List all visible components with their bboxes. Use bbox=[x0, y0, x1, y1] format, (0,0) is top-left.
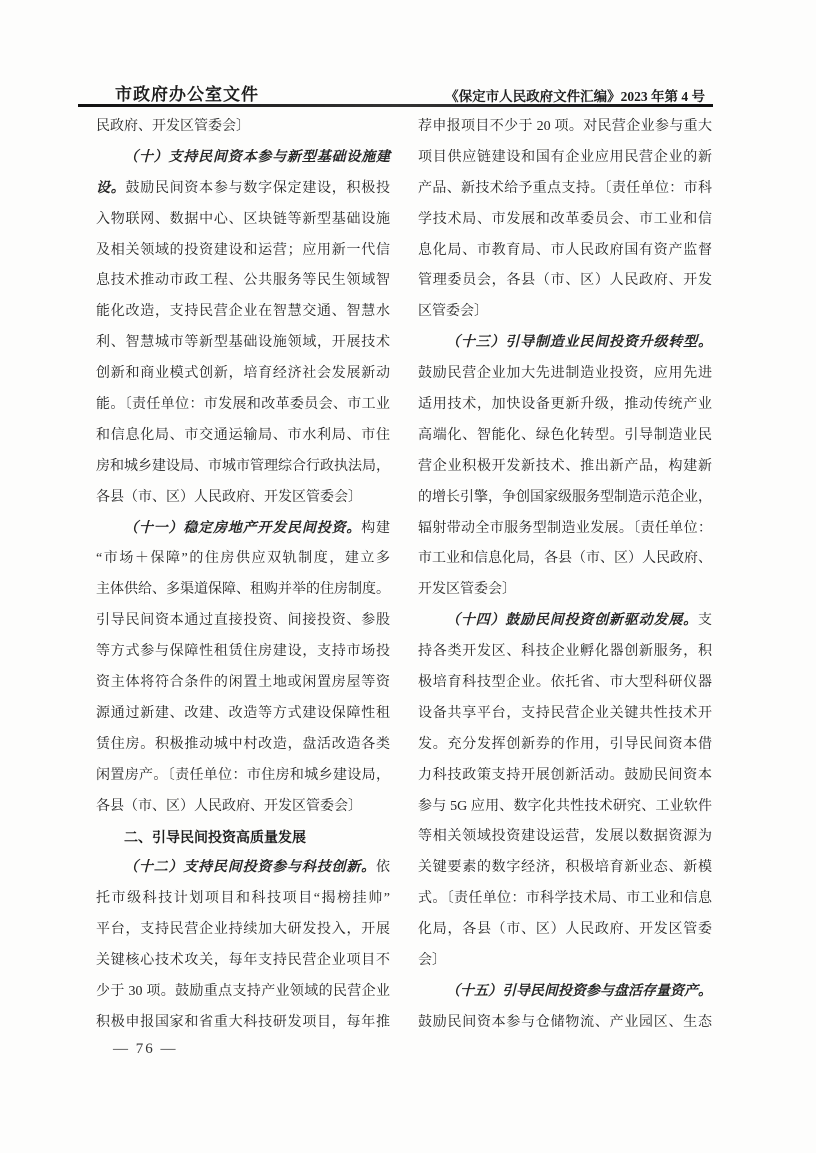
text-line bbox=[96, 915, 390, 946]
text-line bbox=[418, 730, 712, 761]
text-segment-body: 市工业和信息化局，各县（市、区）人民政府、 bbox=[418, 551, 712, 567]
text-segment-body: 平台，支持民营企业持续加大研发投入，开展 bbox=[96, 922, 390, 938]
text-segment-body: 资主体将符合条件的闲置土地或闲置房屋等资 bbox=[96, 675, 390, 691]
text-line bbox=[418, 668, 712, 699]
text-segment-body: 入物联网、数据中心、区块链等新型基础设施 bbox=[96, 211, 390, 227]
text-line bbox=[418, 637, 712, 668]
text-line bbox=[418, 946, 712, 977]
text-line bbox=[418, 884, 712, 915]
text-line bbox=[96, 112, 390, 143]
header-right-title: 《保定市人民政府文件汇编》2023 年第 4 号 bbox=[445, 89, 705, 104]
text-segment-body: 高端化、智能化、绿色化转型。引导制造业民 bbox=[418, 427, 712, 443]
text-line bbox=[418, 174, 712, 205]
text-segment-body: 等方式参与保障性租赁住房建设，支持市场投 bbox=[96, 644, 390, 660]
text-line bbox=[96, 266, 390, 297]
text-line bbox=[96, 143, 390, 174]
text-line bbox=[418, 421, 712, 452]
text-line bbox=[418, 853, 712, 884]
text-line bbox=[418, 761, 712, 792]
text-segment-body: “市场＋保障”的住房供应双轨制度，建立多 bbox=[96, 551, 390, 567]
text-line bbox=[96, 853, 390, 884]
text-line bbox=[96, 699, 390, 730]
text-line bbox=[418, 514, 712, 545]
text-segment-body: 设备共享平台，支持民营企业关键共性技术开 bbox=[418, 705, 712, 721]
text-line bbox=[96, 1008, 390, 1039]
text-line bbox=[96, 668, 390, 699]
text-line bbox=[96, 421, 390, 452]
text-segment-body: 支 bbox=[698, 613, 712, 629]
text-segment-body: 少于 30 项。鼓励重点支持产业领域的民营企业 bbox=[96, 983, 390, 999]
text-line bbox=[418, 236, 712, 267]
text-line bbox=[96, 514, 390, 545]
text-segment-kai: （十二）支持民间投资参与科技创新。 bbox=[124, 860, 376, 876]
text-segment-body: 化局，各县（市、区）人民政府、开发区管委 bbox=[418, 922, 712, 938]
text-line bbox=[418, 328, 712, 359]
text-line bbox=[418, 606, 712, 637]
text-line bbox=[96, 977, 390, 1008]
page-number: — 76 — bbox=[113, 1041, 178, 1057]
text-segment-body: 适用技术，加快设备更新升级，推动传统产业 bbox=[418, 397, 712, 413]
text-segment-body: 积极申报国家和省重大科技研发项目，每年推 bbox=[96, 1014, 390, 1030]
header-rule bbox=[78, 104, 713, 107]
text-line bbox=[418, 452, 712, 483]
text-line bbox=[418, 544, 712, 575]
text-line bbox=[96, 205, 390, 236]
text-segment-body: 学技术局、市发展和改革委员会、市工业和信 bbox=[418, 211, 712, 227]
text-segment-body: 民政府、开发区管委会〕 bbox=[96, 119, 250, 134]
text-line bbox=[96, 390, 390, 421]
text-segment-body: 辐射带动全市服务型制造业发展。〔责任单位： bbox=[418, 520, 712, 536]
text-line bbox=[96, 297, 390, 328]
text-segment-body: 项目供应链建设和国有企业应用民营企业的新 bbox=[418, 149, 712, 165]
text-segment-body: 和信息化局、市交通运输局、市水利局、市住 bbox=[96, 427, 390, 443]
text-line bbox=[96, 761, 390, 792]
text-segment-body: 引导民间资本通过直接投资、间接投资、参股 bbox=[96, 613, 390, 629]
text-segment-body: 关键核心技术攻关，每年支持民营企业项目不 bbox=[96, 953, 390, 969]
text-segment-body: 区管委会〕 bbox=[418, 304, 488, 320]
text-segment-body: 利、智慧城市等新型基础设施领域，开展技术 bbox=[96, 335, 390, 351]
text-segment-body: 荐申报项目不少于 20 项。对民营企业参与重大 bbox=[418, 119, 712, 134]
text-segment-body: 依 bbox=[376, 860, 390, 876]
text-line bbox=[96, 606, 390, 637]
text-line bbox=[418, 575, 712, 606]
text-segment-body: 关键要素的数字经济，积极培育新业态、新模 bbox=[418, 860, 712, 876]
text-line bbox=[96, 637, 390, 668]
column-left bbox=[96, 112, 390, 1039]
text-segment-body: 开发区管委会〕 bbox=[418, 582, 516, 598]
text-line bbox=[418, 359, 712, 390]
text-line bbox=[418, 792, 712, 823]
text-line bbox=[418, 266, 712, 297]
text-line bbox=[96, 483, 390, 514]
text-segment-body: 式。〔责任单位：市科学技术局、市工业和信息 bbox=[418, 891, 712, 907]
text-line bbox=[418, 112, 712, 143]
text-segment-body: 极培育科技型企业。依托省、市大型科研仪器 bbox=[418, 675, 712, 691]
text-segment-kai: （十三）引导制造业民间投资升级转型。 bbox=[446, 335, 712, 351]
text-line bbox=[96, 946, 390, 977]
text-segment-body: 闲置房产。〔责任单位：市住房和城乡建设局， bbox=[96, 767, 390, 783]
text-segment-body: 赁住房。积极推动城中村改造，盘活改造各类 bbox=[96, 736, 390, 752]
text-segment-body: 等相关领域投资建设运营，发展以数据资源为 bbox=[418, 829, 712, 845]
text-segment-body: 鼓励民间资本参与仓储物流、产业园区、生态 bbox=[418, 1014, 712, 1030]
text-line bbox=[96, 884, 390, 915]
text-segment-kai: （十五）引导民间投资参与盘活存量资产。 bbox=[446, 983, 712, 999]
text-segment-hei: 二、引导民间投资高质量发展 bbox=[124, 829, 306, 846]
text-segment-kai: （十一）稳定房地产开发民间投资。 bbox=[124, 520, 362, 536]
text-segment-body: 各县（市、区）人民政府、开发区管委会〕 bbox=[96, 489, 362, 505]
text-segment-body: 能化改造，支持民营企业在智慧交通、智慧水 bbox=[96, 304, 390, 320]
text-line bbox=[96, 236, 390, 267]
text-segment-body: 营企业积极开发新技术、推出新产品，构建新 bbox=[418, 458, 712, 474]
text-segment-body: 参与 5G 应用、数字化共性技术研究、工业软件 bbox=[418, 798, 712, 814]
text-segment-body: 发。充分发挥创新券的作用，引导民间资本借 bbox=[418, 736, 712, 752]
text-line bbox=[96, 730, 390, 761]
column-right bbox=[418, 112, 712, 1039]
text-line bbox=[418, 390, 712, 421]
text-segment-body: 的增长引擎，争创国家级服务型制造示范企业， bbox=[418, 489, 712, 505]
text-line bbox=[418, 143, 712, 174]
text-line bbox=[96, 359, 390, 390]
text-segment-body: 能。〔责任单位：市发展和改革委员会、市工业 bbox=[96, 397, 390, 413]
text-segment-kai: （十四）鼓励民间投资创新驱动发展。 bbox=[446, 613, 698, 629]
text-segment-body: 会〕 bbox=[418, 953, 446, 969]
text-line bbox=[96, 174, 390, 205]
text-line bbox=[96, 822, 390, 853]
text-segment-body: 创新和商业模式创新，培育经济社会发展新动 bbox=[96, 366, 390, 382]
text-segment-body: 及相关领域的投资建设和运营；应用新一代信 bbox=[96, 242, 390, 258]
text-segment-body: 托市级科技计划项目和科技项目“揭榜挂帅” bbox=[96, 891, 390, 907]
text-segment-kai: （十）支持民间资本参与新型基础设施建 bbox=[124, 149, 390, 165]
text-line bbox=[418, 699, 712, 730]
text-segment-body: 源通过新建、改建、改造等方式建设保障性租 bbox=[96, 705, 390, 721]
text-line bbox=[418, 483, 712, 514]
text-segment-body: 主体供给、多渠道保障、租购并举的住房制度。 bbox=[96, 582, 390, 598]
text-segment-body: 房和城乡建设局、市城市管理综合行政执法局， bbox=[96, 458, 390, 474]
text-segment-body: 管理委员会，各县（市、区）人民政府、开发 bbox=[418, 273, 712, 289]
text-line bbox=[96, 452, 390, 483]
text-line bbox=[96, 792, 390, 823]
text-segment-body: 息化局、市教育局、市人民政府国有资产监督 bbox=[418, 242, 712, 258]
text-line bbox=[96, 328, 390, 359]
text-segment-body: 持各类开发区、科技企业孵化器创新服务，积 bbox=[418, 644, 712, 660]
text-line bbox=[418, 1008, 712, 1039]
text-segment-body: 构建 bbox=[361, 520, 391, 536]
text-segment-body: 鼓励民间资本参与数字保定建设，积极投 bbox=[125, 180, 391, 196]
text-segment-kai: 设。 bbox=[96, 180, 126, 196]
text-line bbox=[96, 575, 390, 606]
text-line bbox=[418, 915, 712, 946]
text-line bbox=[418, 297, 712, 328]
text-segment-body: 力科技政策支持开展创新活动。鼓励民间资本 bbox=[418, 767, 712, 783]
text-line bbox=[418, 205, 712, 236]
text-segment-body: 息技术推动市政工程、公共服务等民生领域智 bbox=[96, 273, 390, 289]
text-line bbox=[418, 977, 712, 1008]
header-left-title: 市政府办公室文件 bbox=[115, 85, 259, 104]
text-segment-body: 各县（市、区）人民政府、开发区管委会〕 bbox=[96, 798, 362, 814]
text-line bbox=[96, 544, 390, 575]
text-segment-body: 产品、新技术给予重点支持。〔责任单位：市科 bbox=[418, 180, 712, 196]
text-line bbox=[418, 822, 712, 853]
text-segment-body: 鼓励民营企业加大先进制造业投资，应用先进 bbox=[418, 366, 712, 382]
